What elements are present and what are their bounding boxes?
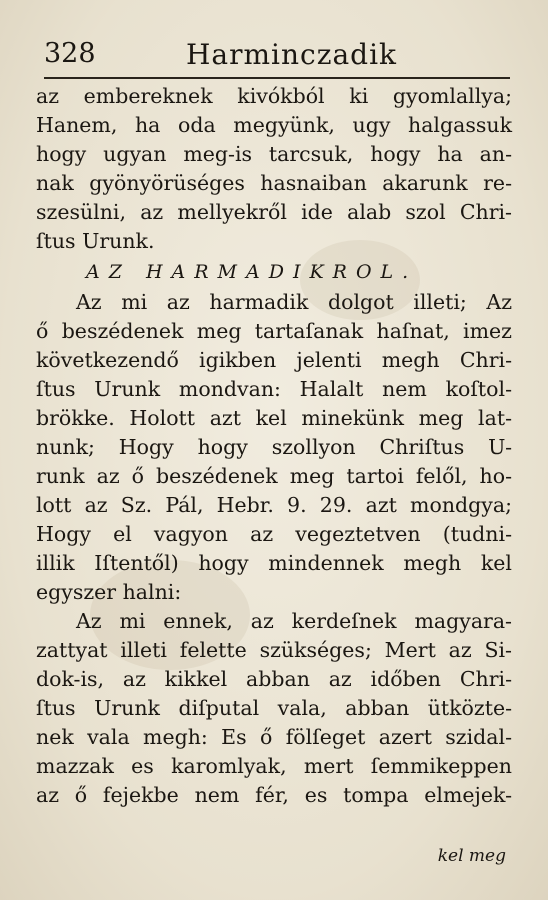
text-line: brökke. Holott azt kel minekünk meg lat- xyxy=(36,406,512,430)
text-line: hogy ugyan meg-is tarcsuk, hogy ha an- xyxy=(36,142,512,166)
text-line: szesülni, az mellyekről ide alab szol Chri- xyxy=(36,200,512,224)
text-line: lott az Sz. Pál, Hebr. 9. 29. azt mondgya; xyxy=(36,493,512,517)
text-line: illik Iſtentől) hogy mindennek megh kel xyxy=(36,551,512,575)
text-line: ſtus Urunk diſputal vala, abban ütközte- xyxy=(36,696,512,720)
header-rule xyxy=(44,77,510,79)
page-header xyxy=(40,36,510,72)
text-line: zattyat illeti felette szükséges; Mert az Si- xyxy=(36,638,512,662)
page-number: 328 xyxy=(44,38,96,69)
text-line: Hogy el vagyon az vegeztetven (tudni- xyxy=(36,522,512,546)
text-line: mazzak es karomlyak, mert ſemmikeppen xyxy=(36,754,512,778)
text-line: az ő fejekbe nem fér, es tompa elmejek- xyxy=(36,783,512,807)
section-heading: AZ HARMADIKROL. xyxy=(86,261,418,283)
text-block xyxy=(36,82,512,810)
text-line: runk az ő beszédenek meg tartoi felől, ho- xyxy=(36,464,512,488)
text-line: ſtus Urunk. xyxy=(36,229,155,253)
catchword: kel meg xyxy=(437,846,506,866)
text-line: Az mi ennek, az kerdeſnek magyara- xyxy=(76,609,512,633)
text-line: ſtus Urunk mondvan: Halalt nem koſtol- xyxy=(36,377,512,401)
text-line: nak gyönyörüséges hasnaiban akarunk re- xyxy=(36,171,512,195)
text-line: ő beszédenek meg tartaſanak haſnat, imez xyxy=(36,319,512,343)
text-line: nunk; Hogy hogy szollyon Chriſtus U- xyxy=(36,435,512,459)
running-title: Harminczadik xyxy=(186,38,398,71)
text-line: dok-is, az kikkel abban az időben Chri- xyxy=(36,667,512,691)
text-line: Az mi az harmadik dolgot illeti; Az xyxy=(76,290,512,314)
text-line: következendő igikben jelenti megh Chri- xyxy=(36,348,512,372)
text-line: egyszer halni: xyxy=(36,580,182,604)
text-line: nek vala megh: Es ő fölſeget azert szidal- xyxy=(36,725,512,749)
text-line: az embereknek kivókból ki gyomlallya; xyxy=(36,84,512,108)
text-line: Hanem, ha oda megyünk, ugy halgassuk xyxy=(36,113,512,137)
